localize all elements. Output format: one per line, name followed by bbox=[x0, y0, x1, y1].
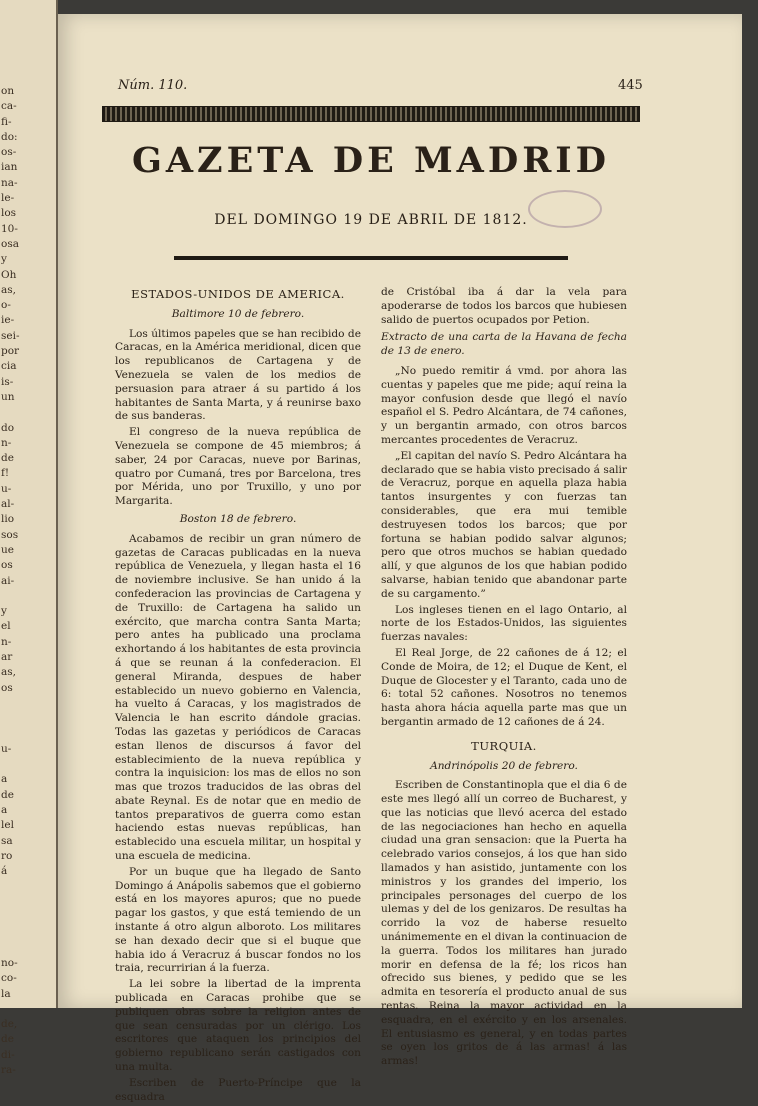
newspaper-page bbox=[58, 14, 742, 1103]
dateline-place: Andrinópolis 20 de febrero. bbox=[430, 759, 578, 772]
paragraph: Escriben de Puerto-Príncipe que la esquadra bbox=[115, 1076, 361, 1103]
column-left bbox=[115, 286, 361, 1106]
paragraph: La lei sobre la libertad de la imprenta publicada en Caracas prohibe que se publiquen obras sobre la religion antes de que sean censuradas por un clérigo. Los escritores que ataquen los principios del gobierno republicano serán castigados con una multa. bbox=[115, 978, 361, 1074]
paragraph: „El capitan del navío S. Pedro Alcántara ha declarado que se habia visto precisado á salir de Veracruz, porque en aquella plaza habia tantos insurgentes y con fuerzas tan considerables, que era mui temible destruyesen todos los barcos; que por fortuna se habian podido salvar algunos; pero que otros muchos se habian quedado allí, y que algunos de los que habian podido salvarse, habian tenido que abandonar parte de su cargamento.” bbox=[381, 449, 627, 600]
section-heading: ESTADOS-UNIDOS DE AMERICA. bbox=[131, 287, 345, 301]
decorative-hatched-rule bbox=[102, 106, 640, 122]
paragraph: Acabamos de recibir un gran número de gazetas de Caracas publicadas en la nueva república de Venezuela, y llegan hasta el 16 de noviembre inclusive. Se han unido á la confederacion las provincias de Cartagena y de Truxillo: de Cartagena ha salido un exército, que marcha contra Santa Marta; pero antes ha publicado una proclama exhortando á los habitantes de esta provincia á que se reunan á la confederacion. El general Miranda, despues de haber establecido un nuevo gobierno en Valencia, ha vuelto á Caracas, y los magistrados de Valencia le han escrito dándole gracias. Todas las gazetas y periódicos de Caracas estan llenos de discursos á favor del establecimiento de la nueva república y contra la inquisicion: los mas de ellos no son mas que trozos traducidos de las obras del abate Reynal. Es de notar que en medio de tantos preparativos de guerra como estan haciendo estas nuevas repúblicas, han establecido una escuela militar, un hospital y una escuela de medicina. bbox=[115, 532, 361, 863]
paragraph: Los ingleses tienen en el lago Ontario, al norte de los Estados-Unidos, las siguientes fuerzas navales: bbox=[381, 603, 627, 644]
masthead-title: GAZETA DE MADRID bbox=[131, 140, 611, 181]
left-page-edge bbox=[0, 0, 58, 1076]
page-number: 445 bbox=[618, 78, 643, 93]
paragraph: El congreso de la nueva república de Venezuela se compone de 45 miembros; á saber, 24 por Caracas, nueve por Barinas, quatro por Cumaná, tres por Barcelona, tres por Mérida, uno por Truxillo, y uno por Margarita. bbox=[115, 426, 361, 508]
paragraph: „No puedo remitir á vmd. por ahora las cuentas y papeles que me pide; aquí reina la mayor confusion desde que llegó el navío español el S. Pedro Alcántara, de 74 cañones, y un bergantin armado, con otros barcos mercantes procedentes de Veracruz. bbox=[381, 364, 627, 446]
dateline-place: Boston 18 de febrero. bbox=[179, 512, 297, 525]
left-page-fragments: on ca- fi- do: os- ian na- le- los 10- osa y Oh as, o- ie- sei- por cia is- un do n- de f! u- al- lio sos ue os ai- y el n- ar as, os u- a de a lel sa ro á no- co- la de, de di- ra- bbox=[1, 85, 20, 1076]
section-heading: TURQUIA. bbox=[471, 738, 537, 753]
paragraph: de Cristóbal iba á dar la vela para apoderarse de todos los barcos que hubiesen salido de puertos ocupados por Petion. bbox=[381, 286, 627, 326]
paragraph: Los últimos papeles que se han recibido de Caracas, en la América meridional, dicen que los republicanos de Cartagena y de Venezuela se valen de los medios de persuasion para atraer á su partido á los habitantes de Santa Marta, y á reunirse baxo de sus banderas. bbox=[115, 327, 361, 423]
extract-heading: Extracto de una carta de la Havana de fecha de 13 de enero. bbox=[381, 331, 627, 358]
issue-date: DEL DOMINGO 19 DE ABRIL DE 1812. bbox=[214, 212, 528, 228]
paragraph: El Real Jorge, de 22 cañones de á 12; el Conde de Moira, de 12; el Duque de Kent, el Duque de Glocester y el Taranto, cada uno de 6: total 52 cañones. Nosotros no tenemos hasta ahora hácia aquella parte mas que un bergantin armado de 12 cañones de á 24. bbox=[381, 646, 627, 728]
header-rule bbox=[174, 256, 568, 260]
column-right bbox=[381, 286, 627, 1071]
paragraph: Por un buque que ha llegado de Santo Domingo á Anápolis sabemos que el gobierno está en los mayores apuros; que no puede pagar los gastos, y que está temiendo de un instante á otro algun alboroto. Los militares se han dexado decir que si el buque que habia ido á Veracruz á buscar fondos no los traia, recurririan á la fuerza. bbox=[115, 865, 361, 975]
dateline-place: Baltimore 10 de febrero. bbox=[171, 307, 305, 320]
issue-number: Núm. 110. bbox=[118, 78, 188, 93]
paragraph: Escriben de Constantinopla que el dia 6 de este mes llegó allí un correo de Bucharest, y que las noticias que llevó acerca del estado de las negociaciones han hecho en aquella ciudad una gran sensacion: que la Puerta ha celebrado varios consejos, á los que han sido llamados y han asistido, juntamente con los ministros y los grandes del imperio, los principales personages del cuerpo de los ulemas y del de los genizaros. De resultas ha corrido la voz de haberse resuelto unánimemente en el divan la continuacion de la guerra. Todos los militares han jurado morir en defensa de la fé; los ricos han ofrecido sus bienes, y pedido que se les admita en tesorería el producto anual de sus rentas. Reina la mayor actividad en la esquadra, en el exército y en los arsenales. El entusiasmo es general, y en todas partes se oyen los gritos de á las armas! á las armas! bbox=[381, 779, 627, 1068]
